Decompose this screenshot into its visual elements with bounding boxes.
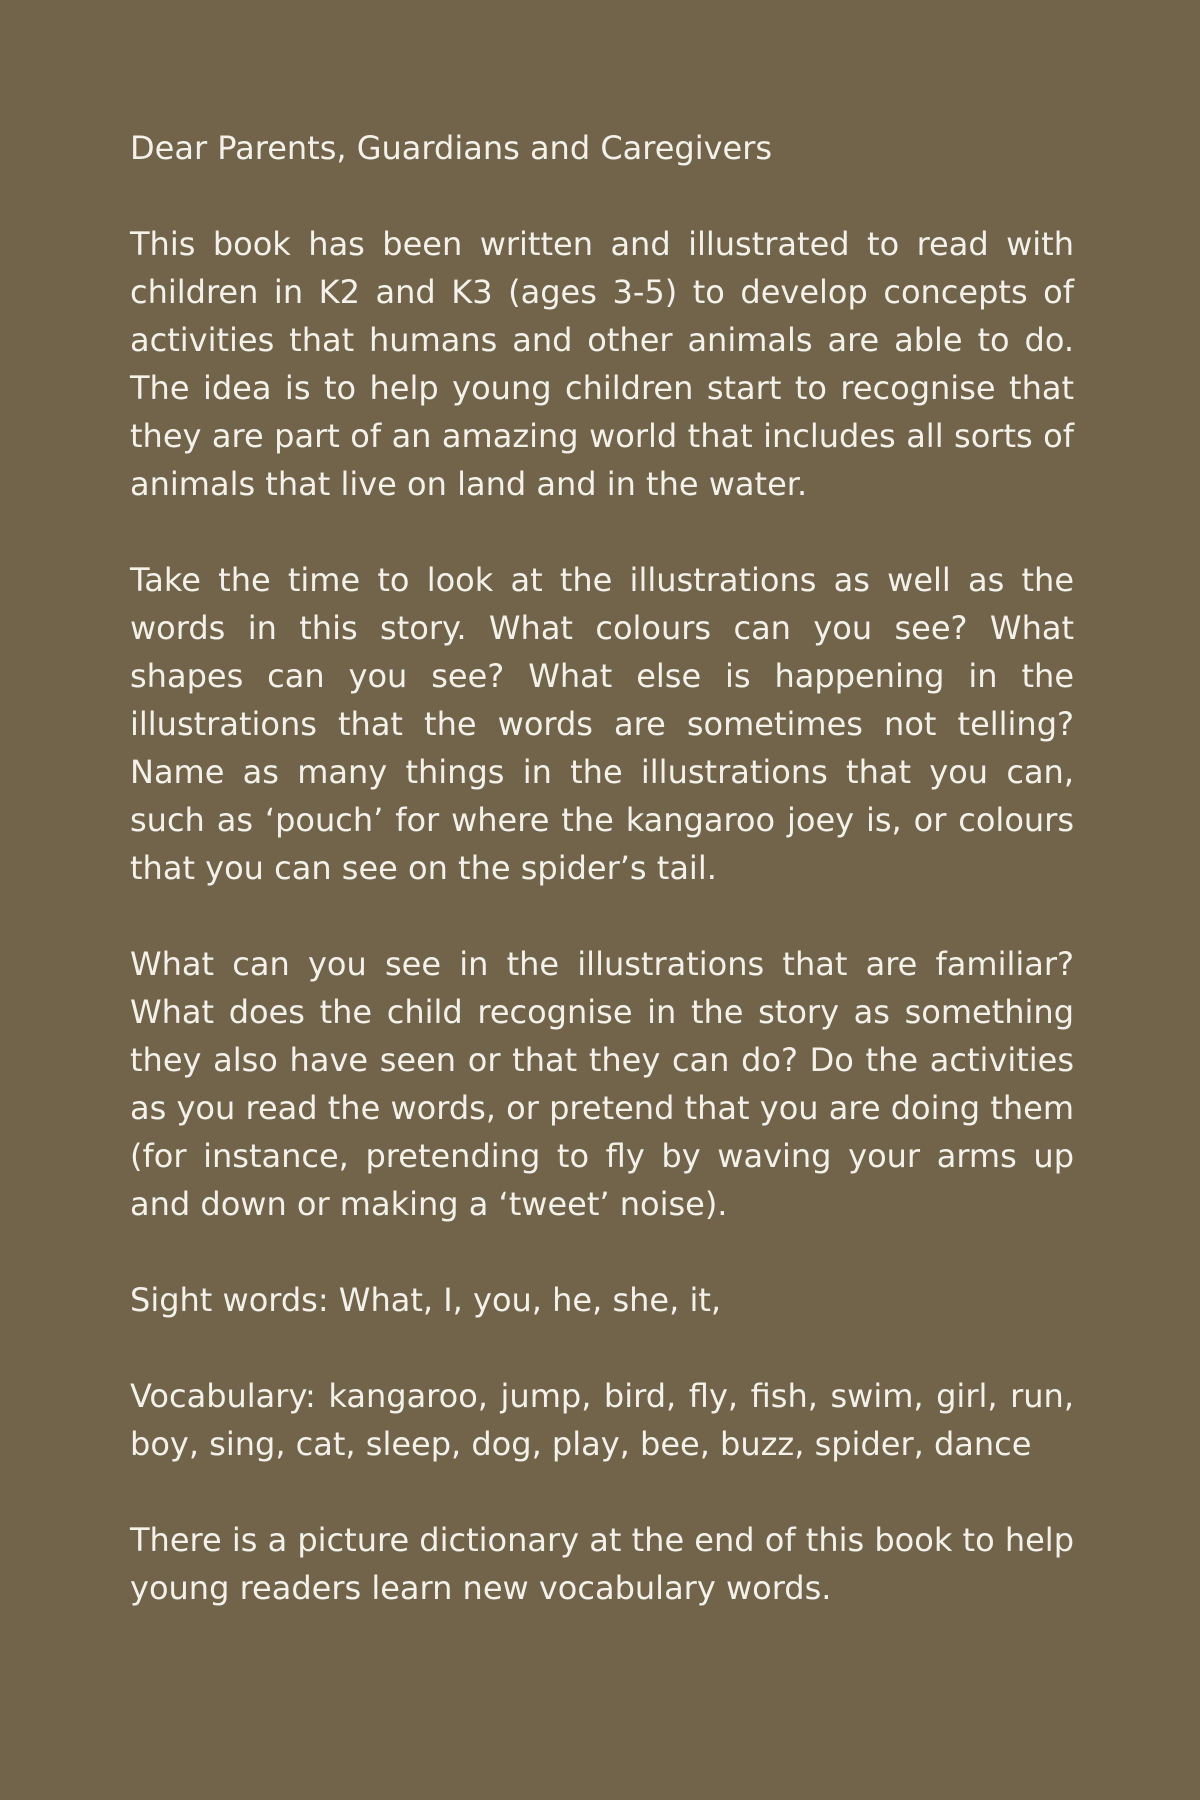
vocabulary: Vocabulary: kangaroo, jump, bird, fly, fish, swim, girl, run, boy, sing, cat, sleep, dog, play, bee, buzz, spider, dance xyxy=(130,1377,1074,1463)
sight-words: Sight words: What, I, you, he, she, it, xyxy=(130,1281,722,1319)
illustrations-paragraph: Take the time to look at the illustrations as well as the words in this story. What colours can you see? What shapes can you see? What else is happening in the illustrations that the words are sometimes not telling? Name as many things in the illustrations that you can, such as ‘pouch’ for where the kangaroo joey is, or colours that you can see on the spider’s tail. xyxy=(130,561,1074,887)
intro-paragraph: This book has been written and illustrated to read with children in K2 and K3 (ages 3-5) to develop concepts of activities that humans and other animals are able to do. The idea is to help young children start to recognise that they are part of an amazing world that includes all sorts of animals that live on land and in the water. xyxy=(130,225,1074,503)
familiar-paragraph: What can you see in the illustrations that are familiar? What does the child recognise in the story as something they also have seen or that they can do? Do the activities as you read the words, or pretend that you are doing them (for instance, pretending to fly by waving your arms up and down or making a ‘tweet’ noise). xyxy=(130,945,1074,1223)
letter-greeting: Dear Parents, Guardians and Caregivers xyxy=(130,129,773,167)
picture-dictionary-note: There is a picture dictionary at the end of this book to help young readers learn new vocabulary words. xyxy=(130,1521,1074,1607)
letter-body xyxy=(130,124,1074,1660)
